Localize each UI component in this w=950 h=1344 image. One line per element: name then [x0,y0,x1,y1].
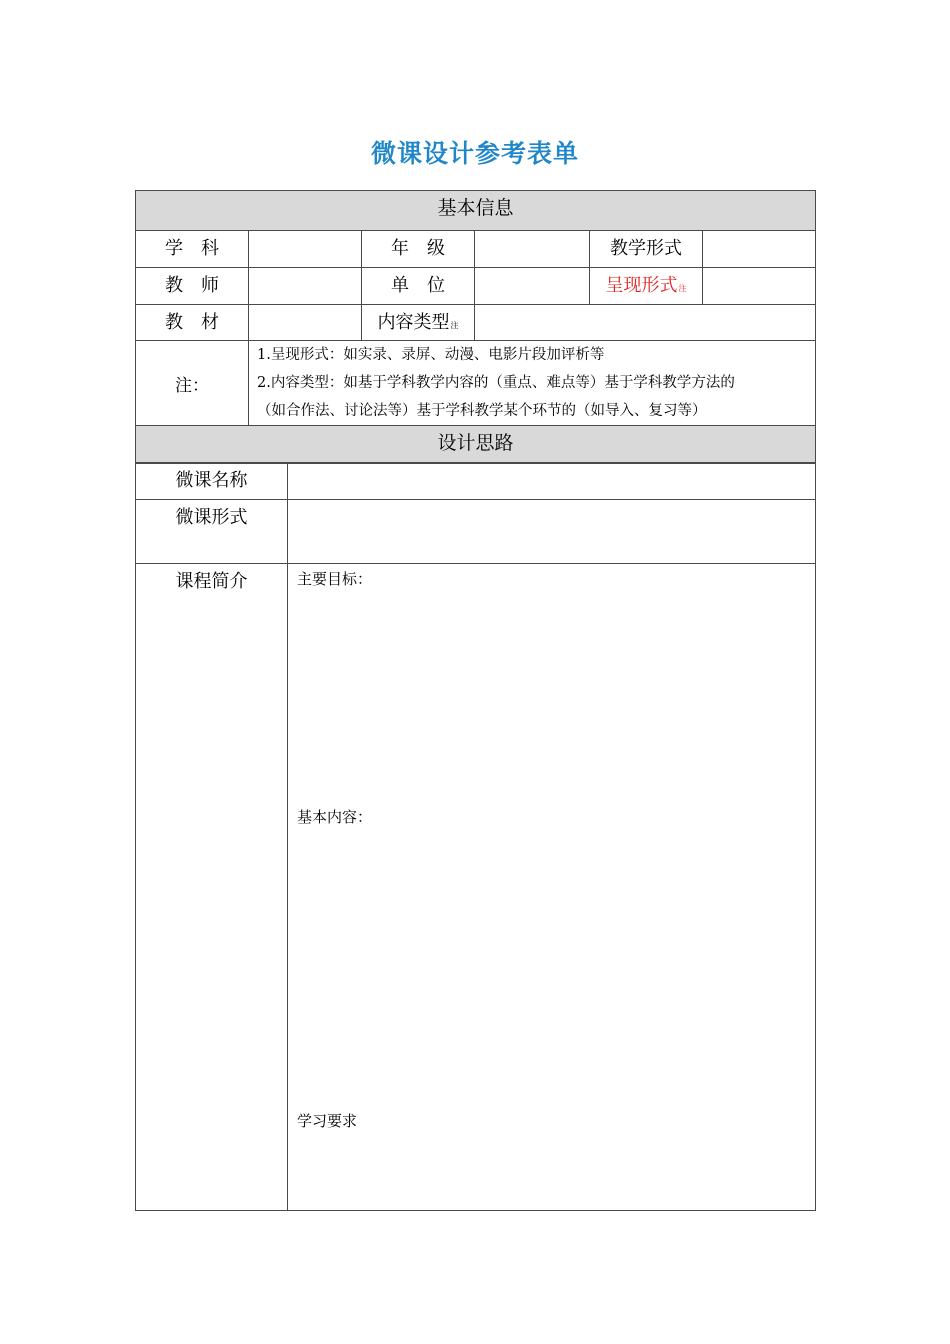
teacher-field[interactable] [249,268,362,305]
note-2-line-2: （如合作法、讨论法等）基于学科教学某个环节的（如导入、复习等） [257,403,707,419]
note-2-line-1: 2.内容类型：如基于学科教学内容的（重点、难点等）基于学科教学方法的 [257,375,735,391]
teacher-label: 教 师 [136,268,249,305]
micro-course-form [135,190,816,464]
subject-field[interactable] [249,231,362,268]
subject-label: 学 科 [136,231,249,268]
teaching-form-field[interactable] [703,231,816,268]
notes-body [249,341,816,426]
design-table [135,462,816,1211]
content-type-note-mark: 注 [450,321,459,330]
textbook-label: 教 材 [136,305,249,341]
content-type-label [362,305,475,341]
presentation-note-mark: 注 [678,284,687,293]
grade-label: 年 级 [362,231,475,268]
basic-content-label: 基本内容： [297,808,373,826]
course-intro-field[interactable] [288,564,816,1211]
course-form-label: 微课形式 [136,500,288,564]
note-1: 1.呈现形式：如实录、录屏、动漫、电影片段加评析等 [257,347,605,363]
section-design: 设计思路 [136,426,816,464]
content-type-text: 内容类型 [377,312,450,333]
content-type-field[interactable] [475,305,816,341]
course-name-label: 微课名称 [136,463,288,500]
presentation-form-field[interactable] [703,268,816,305]
notes-label: 注： [136,341,249,426]
unit-label: 单 位 [362,268,475,305]
section-basic-info: 基本信息 [136,191,816,231]
presentation-form-label [590,268,703,305]
document-title: 微课设计参考表单 [370,139,579,168]
main-goal-label: 主要目标： [297,570,373,588]
presentation-form-text: 呈现形式 [605,275,678,296]
course-intro-label: 课程简介 [136,564,288,1211]
textbook-field[interactable] [249,305,362,341]
grade-field[interactable] [475,231,590,268]
teaching-form-label: 教学形式 [590,231,703,268]
course-name-field[interactable] [288,463,816,500]
unit-field[interactable] [475,268,590,305]
course-form-field[interactable] [288,500,816,564]
learning-req-label: 学习要求 [297,1112,358,1130]
